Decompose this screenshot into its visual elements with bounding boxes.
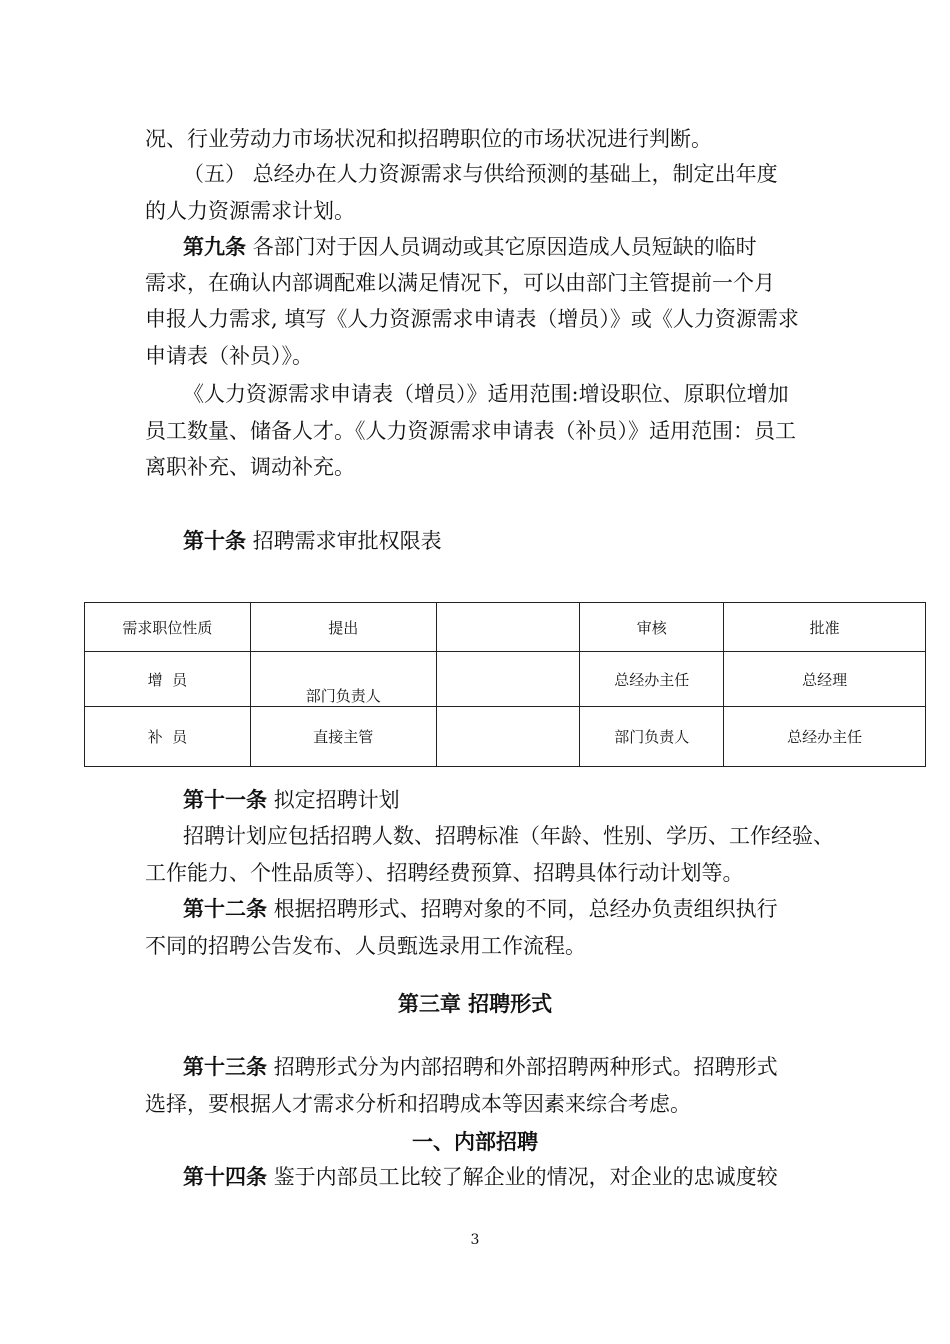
table-cell	[436, 707, 580, 767]
table-header-row	[85, 603, 926, 652]
table-cell: 总经理	[724, 652, 926, 707]
article-12	[183, 896, 778, 922]
paragraph-line: （五） 总经办在人力资源需求与供给预测的基础上，制定出年度	[183, 162, 778, 186]
article-9	[183, 234, 757, 260]
chapter-heading: 第三章 招聘形式	[397, 991, 553, 1016]
page-number: 3	[470, 1232, 480, 1248]
table-cell: 总经办主任	[724, 707, 926, 767]
article-13	[183, 1054, 778, 1080]
table-header-cell: 批准	[724, 603, 926, 652]
table-row	[85, 707, 926, 767]
article-title: 第十二条	[183, 896, 267, 921]
table-cell: 补 员	[85, 707, 251, 767]
table-cell: 部门负责人	[580, 707, 724, 767]
paragraph-line: 员工数量、储备人才。《人力资源需求申请表（补员）》适用范围：员工	[145, 419, 796, 443]
article-text: 拟定招聘计划	[273, 788, 400, 812]
paragraph-line: 申请表（补员）》。	[145, 344, 313, 368]
article-text: 招聘需求审批权限表	[252, 529, 442, 553]
table-cell: 部门负责人	[250, 652, 436, 707]
paragraph-line: 工作能力、个性品质等）、招聘经费预算、招聘具体行动计划等。	[145, 861, 744, 885]
article-title: 第十四条	[183, 1164, 267, 1189]
article-title: 第九条	[183, 234, 246, 259]
article-text: 各部门对于因人员调动或其它原因造成人员短缺的临时	[252, 235, 757, 259]
article-10	[183, 528, 442, 554]
paragraph-line: 的人力资源需求计划。	[145, 199, 355, 223]
table-header-cell: 需求职位性质	[85, 603, 251, 652]
table-cell	[436, 652, 580, 707]
paragraph-line: 招聘计划应包括招聘人数、招聘标准（年龄、性别、学历、工作经验、	[183, 824, 834, 848]
article-text: 鉴于内部员工比较了解企业的情况，对企业的忠诚度较	[273, 1165, 778, 1189]
paragraph-line: 需求，在确认内部调配难以满足情况下，可以由部门主管提前一个月	[145, 271, 775, 295]
paragraph-line: 不同的招聘公告发布、人员甄选录用工作流程。	[145, 934, 586, 958]
table-cell: 直接主管	[250, 707, 436, 767]
article-14	[183, 1164, 778, 1190]
table-cell: 增 员	[85, 652, 251, 707]
article-text: 招聘形式分为内部招聘和外部招聘两种形式。招聘形式	[273, 1055, 778, 1079]
paragraph-line: 选择，要根据人才需求分析和招聘成本等因素来综合考虑。	[145, 1092, 691, 1116]
paragraph-line: 离职补充、调动补充。	[145, 455, 355, 479]
article-title: 第十三条	[183, 1054, 267, 1079]
approval-table	[84, 602, 926, 767]
table-header-cell: 提出	[250, 603, 436, 652]
table-header-cell	[436, 603, 580, 652]
table-header-cell: 审核	[580, 603, 724, 652]
article-title: 第十一条	[183, 787, 267, 812]
article-11	[183, 787, 400, 813]
table-row	[85, 652, 926, 707]
paragraph-line: 《人力资源需求申请表（增员）》适用范围:增设职位、原职位增加	[183, 382, 789, 406]
article-title: 第十条	[183, 528, 246, 553]
section-heading: 一、内部招聘	[412, 1129, 538, 1154]
table-cell: 总经办主任	[580, 652, 724, 707]
article-text: 根据招聘形式、招聘对象的不同，总经办负责组织执行	[273, 897, 778, 921]
paragraph-line: 申报人力需求, 填写《人力资源需求申请表（增员）》或《人力资源需求	[145, 307, 799, 331]
paragraph-line: 况、行业劳动力市场状况和拟招聘职位的市场状况进行判断。	[145, 127, 712, 151]
